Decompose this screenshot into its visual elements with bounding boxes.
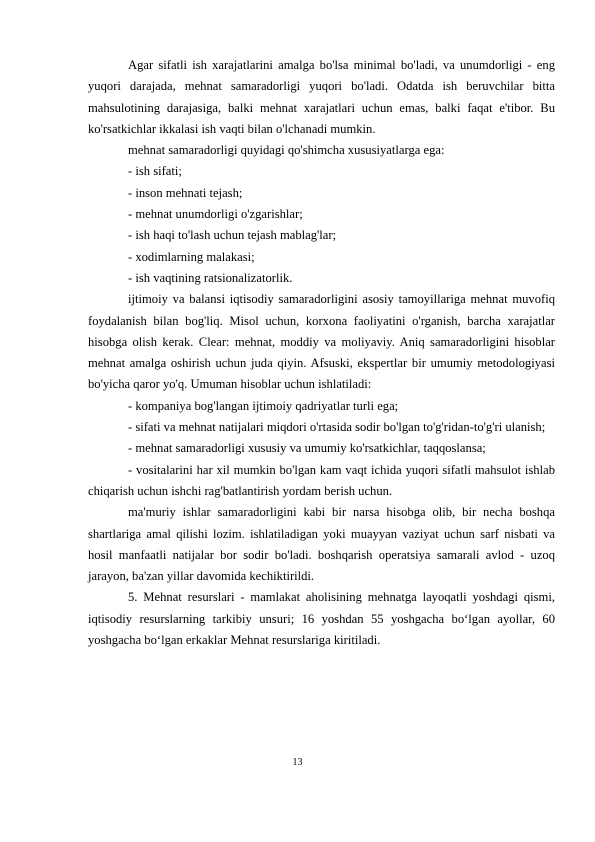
list-item: - ish vaqtining ratsionalizatorlik. — [128, 270, 293, 285]
paragraph: ijtimoiy va balansi iqtisodiy samaradorligini asosiy tamoyillariga mehnat muvofiq foydalanish bilan bog'liq. Misol uchun, korxona faoliyatini o'rganish, barcha xarajatlar hisobga olish kerak. Clear: mehnat, moddiy va moliyaviy. Aniq samaradorligini hisoblar mehnat amalga oshirish uchun juda qiyin. Afsuski, ekspertlar bir umumiy metodologiyasi bo'yicha qaror yo'q. Umuman hisoblar uchun ishlatiladi: — [88, 292, 555, 392]
list-item: - mehnat unumdorligi o'zgarishlar; — [128, 207, 303, 222]
paragraph: ma'muriy ishlar samaradorligini kabi bir narsa hisobga olib, bir necha boshqa shartlariga amal qilishi lozim. ishlatiladigan yoki muayyan vaziyat uchun sarf nisbati va hosil manfaatli natijalar bor sodir bo'ladi. boshqarish operatsiya samarali avlod - uzoq jarayon, ba'zan yillar davomida kechiktirildi. — [88, 505, 555, 584]
list-item: - vositalarini har xil mumkin bo'lgan kam vaqt ichida yuqori sifatli mahsulot ishlab chiqarish uchun ishchi rag'batlantirish yordam berish uchun. — [88, 462, 555, 498]
list-item: - ish haqi to'lash uchun tejash mablag'lar; — [128, 228, 337, 243]
list-item: - kompaniya bog'langan ijtimoiy qadriyatlar turli ega; — [128, 398, 399, 413]
paragraph: 5. Mehnat resurslari - mamlakat aholisining mehnatga layoqatli yoshdagi qismi, iqtisodiy resurslarning tarkibiy unsuri; 16 yoshdan 55 yoshgacha bo‘lgan ayollar, 60 yoshgacha bo‘lgan erkaklar Mehnat resurslariga kiritiladi. — [88, 590, 555, 648]
page-number: 13 — [292, 757, 303, 768]
list-item: - xodimlarning malakasi; — [128, 249, 255, 264]
list-item: - sifati va mehnat natijalari miqdori o'rtasida sodir bo'lgan to'g'ridan-to'g'ri ulanish; — [128, 420, 546, 435]
paragraph: Agar sifatli ish xarajatlarini amalga bo'lsa minimal bo'ladi, va unumdorligi - eng yuqori darajada, mehnat samaradorligi yuqori bo'ladi. Odatda ish beruvchilar bitta mahsulotining darajasiga, balki mehnat xarajatlari uchun emas, balki faqat e'tibor. Bu ko'rsatkichlar ikkalasi ish vaqti bilan o'lchanadi mumkin. — [88, 58, 555, 136]
paragraph: mehnat samaradorligi quyidagi qo'shimcha xususiyatlarga ega: — [128, 143, 445, 158]
list-item: - mehnat samaradorligi xususiy va umumiy ko'rsatkichlar, taqqoslansa; — [128, 441, 486, 456]
page-body — [88, 55, 555, 651]
list-item: - inson mehnati tejash; — [128, 185, 243, 200]
list-item: - ish sifati; — [128, 164, 182, 179]
